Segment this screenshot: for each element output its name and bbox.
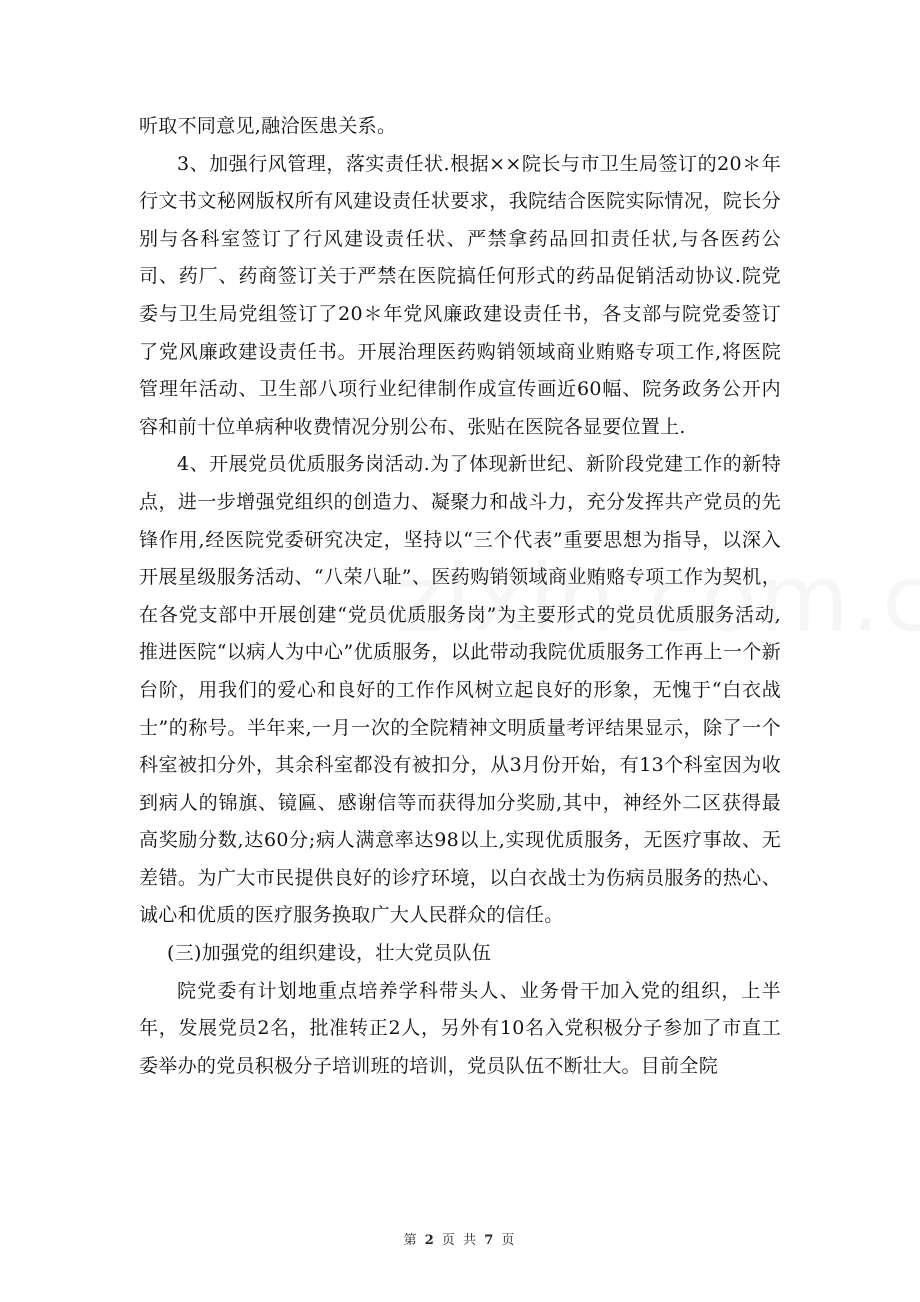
paragraph-section-body: 院党委有计划地重点培养学科带头人、业务骨干加入党的组织，上半年，发展党员2名，批准转正2人，另外有10名入党积极分子参加了市直工委举办的党员积极分子培训班的培训，党员队伍不断壮大。目前全院	[139, 979, 781, 1077]
footer-prefix: 第	[403, 1233, 419, 1248]
footer-suffix: 页	[501, 1233, 517, 1248]
footer-current-page: 2	[424, 1233, 436, 1248]
paragraph-item-4: 4、开展党员优质服务岗活动.为了体现新世纪、新阶段党建工作的新特点，进一步增强党组织的创造力、凝聚力和战斗力，充分发挥共产党员的先锋作用,经医院党委研究决定，坚持以“三个代表”重要思想为指导，以深入开展星级服务活动、“八荣八耻”、医药购销领域商业贿赂专项工作为契机，在各党支部中开展创建“党员优质服务岗”为主要形式的党员优质服务活动,推进医院“以病人为中心”优质服务，以此带动我院优质服务工作再上一个新台阶，用我们的爱心和良好的工作作风树立起良好的形象，无愧于“白衣战士”的称号。半年来,一月一次的全院精神文明质量考评结果显示，除了一个科室被扣分外，其余科室都没有被扣分，从3月份开始，有13个科室因为收到病人的锦旗、镜匾、感谢信等而获得加分奖励,其中，神经外二区获得最高奖励分数,达60分;病人满意率达98以上,实现优质服务，无医疗事故、无差错。为广大市民提供良好的诊疗环境，以白衣战士为伤病员服务的热心、诚心和优质的医疗服务换取广大人民群众的信任。	[139, 453, 781, 927]
section-heading: (三)加强党的组织建设，壮大党员队伍	[167, 942, 492, 965]
page-footer	[0, 1229, 920, 1248]
footer-total-pages: 7	[484, 1233, 496, 1248]
document-body	[139, 108, 781, 1085]
paragraph-continuation: 听取不同意见,融洽医患关系。	[139, 115, 397, 137]
paragraph-item-3: 3、加强行风管理，落实责任状.根据××院长与市卫生局签订的20＊年行文书文秘网版权所有风建设责任状要求，我院结合医院实际情况，院长分别与各科室签订了行风建设责任状、严禁拿药品回扣责任状,与各医药公司、药厂、药商签订关于严禁在医院搞任何形式的药品促销活动协议.院党委与卫生局党组签订了20＊年党风廉政建设责任书，各支部与院党委签订了党风廉政建设责任书。开展治理医药购销领域商业贿赂专项工作,将医院管理年活动、卫生部八项行业纪律制作成宣传画近60幅、院务政务公开内容和前十位单病种收费情况分别公布、张贴在医院各显要位置上.	[139, 152, 781, 438]
footer-middle: 页 共	[441, 1233, 479, 1248]
